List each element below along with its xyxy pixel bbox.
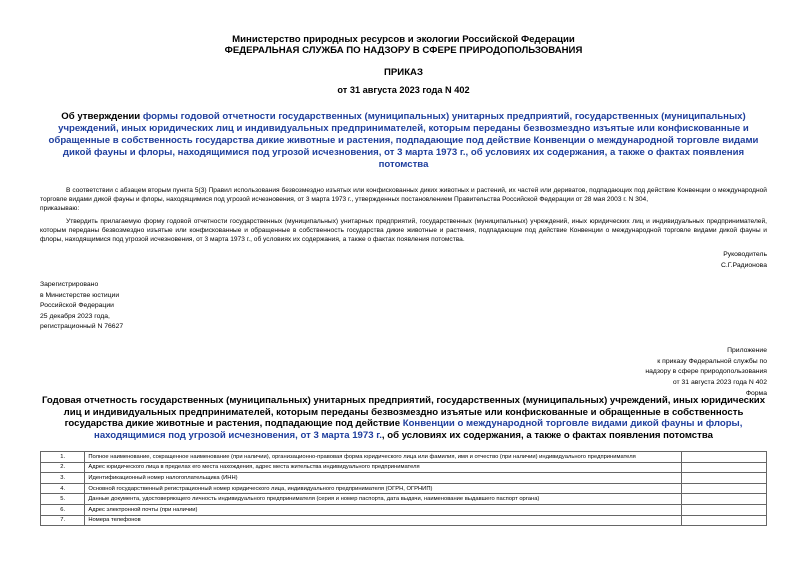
row-value-cell[interactable] [681, 515, 766, 526]
row-value-cell[interactable] [681, 483, 766, 494]
row-number: 2. [41, 462, 85, 473]
form-title [40, 395, 767, 441]
table-row [41, 515, 767, 526]
document-type: ПРИКАЗ [384, 67, 423, 78]
appendix-line: к приказу Федеральной службы по [657, 357, 767, 365]
row-number: 6. [41, 504, 85, 515]
appendix-line: Форма [745, 389, 767, 397]
paragraph-basis [40, 186, 767, 214]
row-value-cell[interactable] [681, 473, 766, 484]
form-title-part1: Годовая отчетность государственных (муниципальных) унитарных предприятий, государственных (муниципальных) учреждений, иных юридических лиц и индивидуальных предпринимателей, которым переданы безвозмездно изъятые или конфискованные и обращенные в собственность государства дикие животные и растения, подпадающие под действие [41, 395, 766, 430]
row-number: 1. [41, 452, 85, 463]
paragraph-basis-text: В соответствии с абзацем вторым пункта 5(3) Правил использования безвозмездно изъятых или конфискованных диких животных и растений, их частей или дериватов, подпадающих под действие Конвенции о международной торговле видами дикой фауны и флоры, находящимися под угрозой исчезновения, от 3 марта 1973 г., утвержденных постановлением Правительства Российской Федерации от 28 мая 2003 г. N 304, [40, 187, 767, 204]
appendix-line: Приложение [727, 347, 767, 354]
registration-line: 25 декабря 2023 года, [40, 312, 110, 320]
report-form-table [40, 451, 767, 526]
row-label: Адрес юридического лица в пределах его места нахождения, адрес места жительства индивидуального предпринимателя [85, 462, 681, 473]
registration-line: Зарегистрировано [40, 281, 99, 288]
ministry-name: Министерство природных ресурсов и экологии Российской Федерации [232, 34, 575, 45]
row-value-cell[interactable] [681, 504, 766, 515]
appendix-block [567, 346, 767, 400]
row-label: Номера телефонов [85, 515, 681, 526]
service-name: ФЕДЕРАЛЬНАЯ СЛУЖБА ПО НАДЗОРУ В СФЕРЕ ПРИРОДОПОЛЬЗОВАНИЯ [224, 45, 583, 56]
row-label: Данные документа, удостоверяющего личность индивидуального предпринимателя (серия и номер паспорта, дата выдачи, наименование выдавшего паспорт органа) [85, 494, 681, 505]
table-row [41, 462, 767, 473]
row-value-cell[interactable] [681, 452, 766, 463]
order-title-link[interactable]: формы годовой отчетности государственных (муниципальных) унитарных предприятий, государственных (муниципальных) учреждений, иных юридических лиц и индивидуальных предпринимателей, которым переданы безвозмездно изъятые или конфискованные и обращенные в собственность государства дикие животные и растения, подпадающие под действие Конвенции о международной торговле видами дикой фауны и флоры, находящимися под угрозой исчезновения, от 3 марта 1973 г., об условиях их содержания, а также о фактах появления потомства [48, 111, 759, 170]
row-label: Основной государственный регистрационный номер юридического лица, индивидуального предпринимателя (ОГРН, ОГРНИП) [85, 483, 681, 494]
row-label: Полное наименование, сокращенное наименование (при наличии), организационно-правовая форма юридического лица или фамилия, имя и отчество (при наличии) индивидуального предпринимателя [85, 452, 681, 463]
form-title-part2: , об условиях их содержания, а также о фактах появления потомства [381, 429, 713, 441]
paragraph-approve: Утвердить прилагаемую форму годовой отчетности государственных (муниципальных) унитарных предприятий, государственных (муниципальных) учреждений, иных юридических лиц и индивидуальных предпринимателей, которым переданы безвозмездно изъятые или конфискованные и обращенные в собственность государства дикие животные и растения, подпадающие под действие Конвенции о международной торговле видами дикой фауны и флоры, находящимися под угрозой исчезновения, от 3 марта 1973 г., об условиях их содержания, а также о фактах появления потомства. [40, 218, 767, 244]
row-number: 3. [41, 473, 85, 484]
form-title-link[interactable]: Конвенции о международной торговле видами дикой фауны и флоры, находящимися под угрозой исчезновения, от 3 марта 1973 г. [94, 418, 743, 441]
registration-line: в Министерстве юстиции [40, 291, 120, 299]
registration-line: Российской Федерации [40, 302, 114, 310]
row-value-cell[interactable] [681, 462, 766, 473]
row-value-cell[interactable] [681, 494, 766, 505]
row-label: Идентификационный номер налогоплательщика (ИНН) [85, 473, 681, 484]
signature-position: Руководитель [723, 251, 767, 258]
registration-line: регистрационный N 76627 [40, 323, 124, 331]
table-row [41, 483, 767, 494]
document-date-number: от 31 августа 2023 года N 402 [337, 85, 470, 95]
table-row [41, 473, 767, 484]
paragraph-basis-order: приказываю: [40, 205, 80, 213]
table-row [41, 494, 767, 505]
appendix-line: надзору в сфере природопользования [645, 368, 767, 376]
order-title [40, 111, 767, 171]
row-number: 4. [41, 483, 85, 494]
row-number: 5. [41, 494, 85, 505]
order-title-prefix: Об утверждении [61, 111, 143, 122]
signature-name: С.Г.Радионова [720, 262, 767, 269]
row-number: 7. [41, 515, 85, 526]
registration-block [40, 280, 123, 333]
row-label: Адрес электронной почты (при наличии) [85, 504, 681, 515]
appendix-line: от 31 августа 2023 года N 402 [672, 379, 767, 387]
table-row [41, 452, 767, 463]
table-row [41, 504, 767, 515]
